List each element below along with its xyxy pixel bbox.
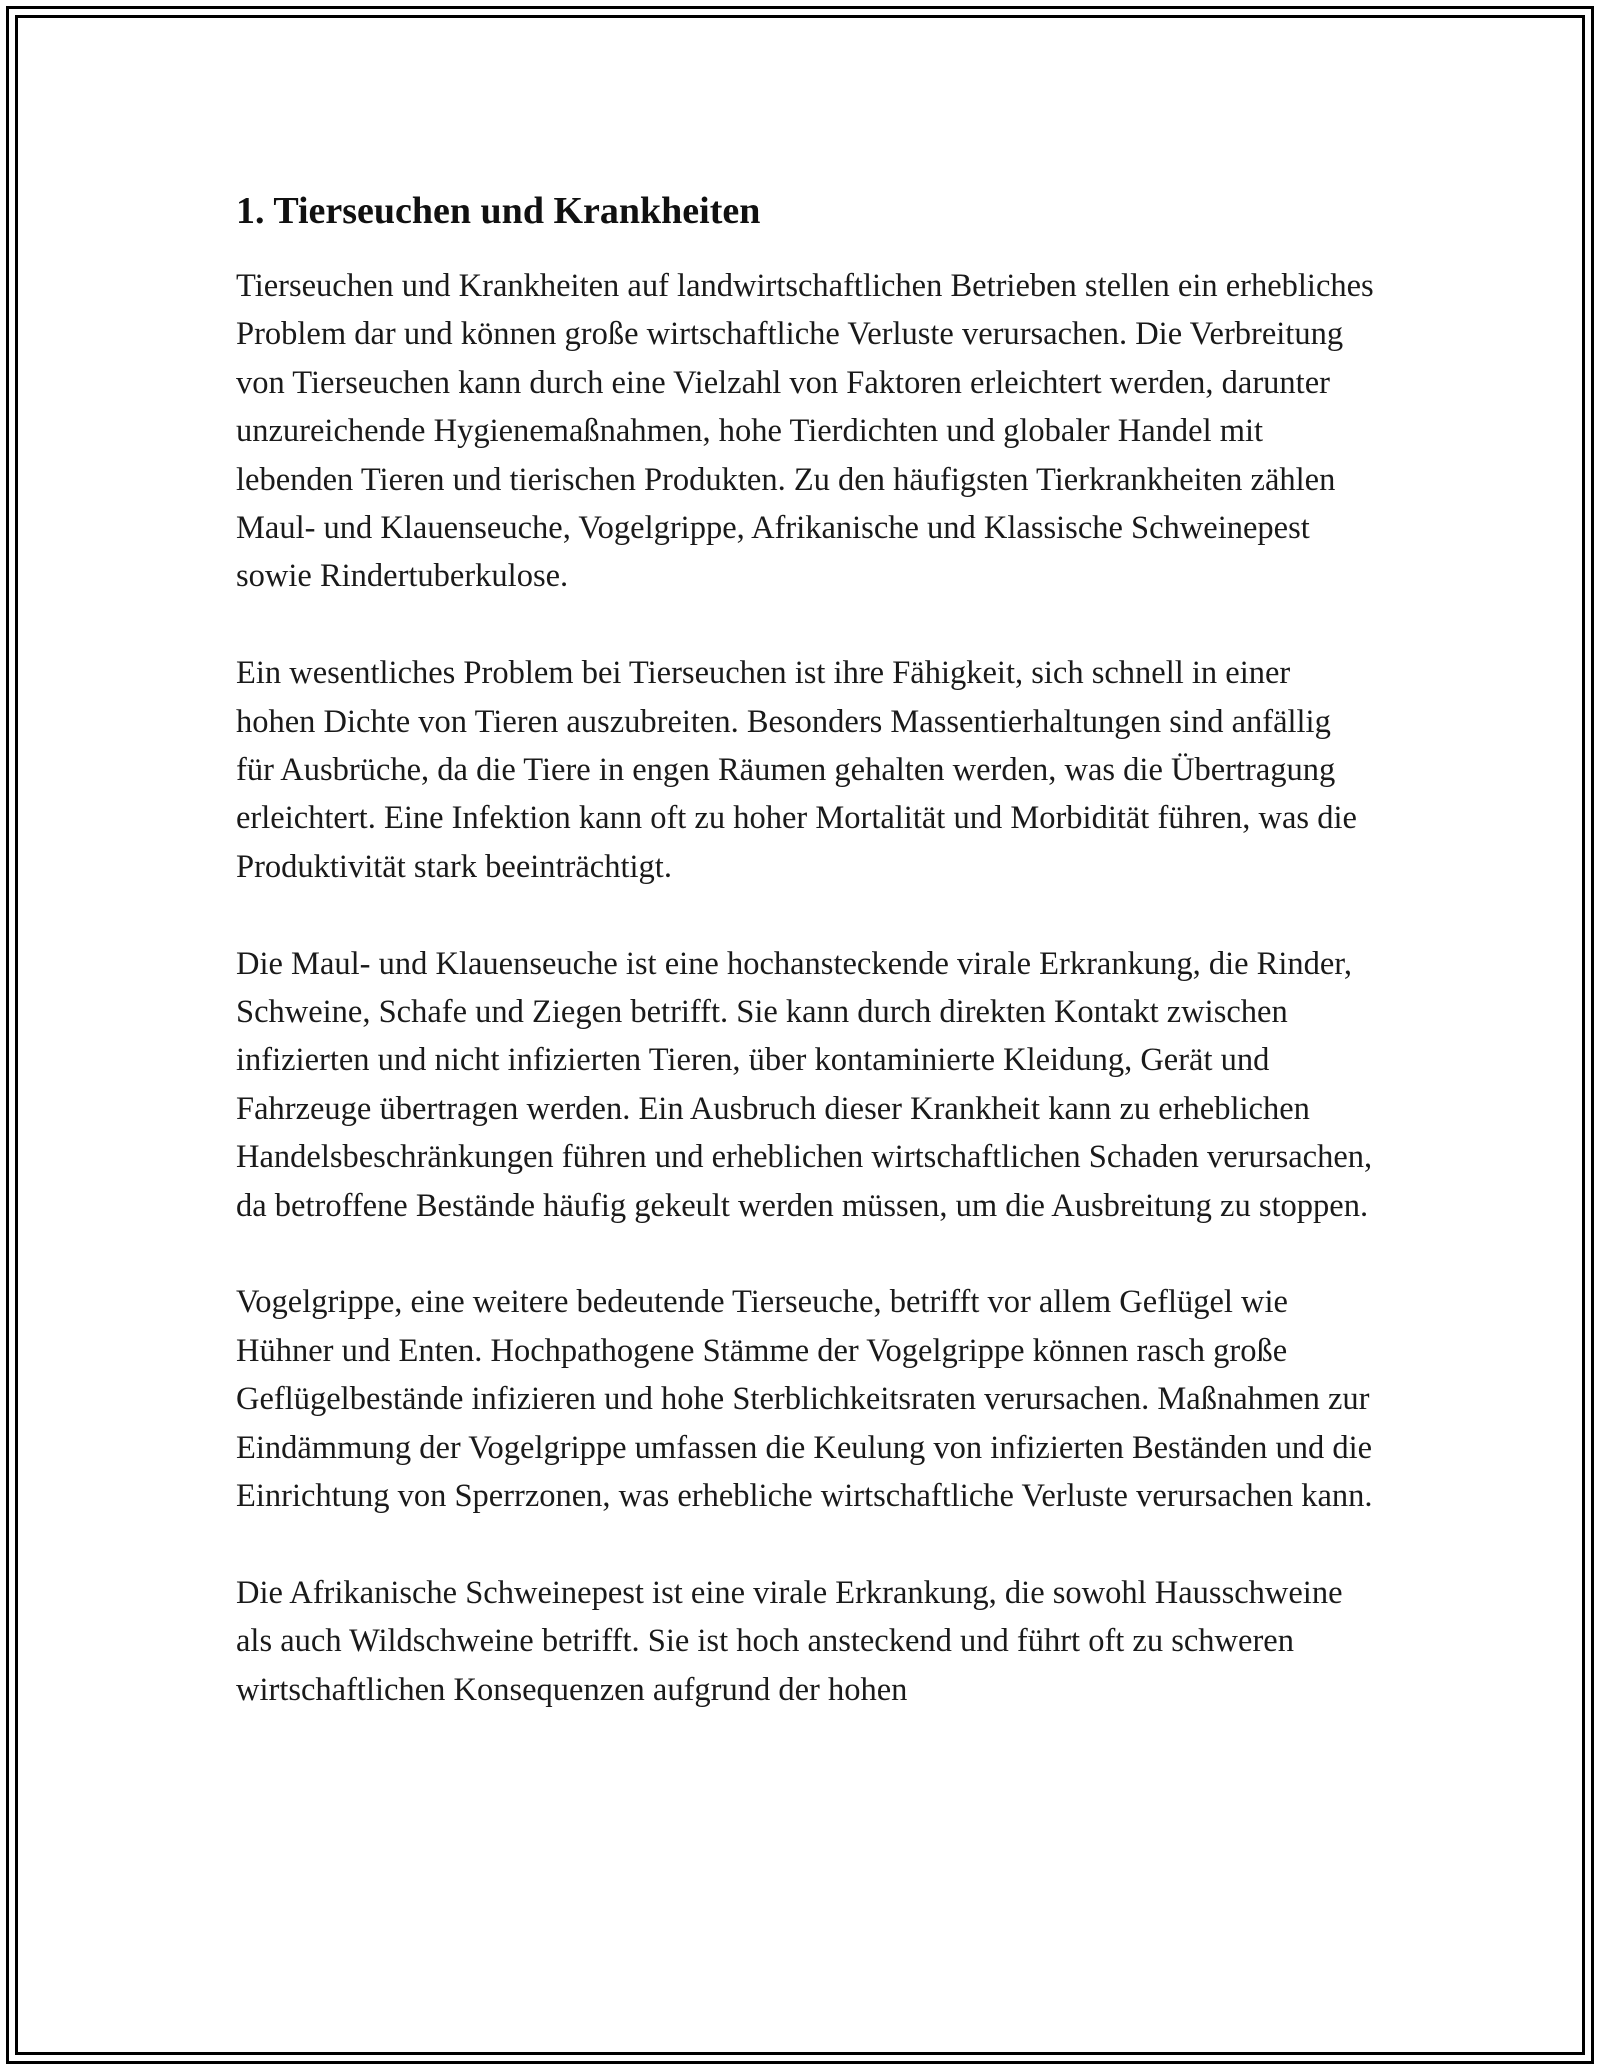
- paragraph-spread: Ein wesentliches Problem bei Tierseuchen ist ihre Fähigkeit, sich schnell in einer hohen Dichte von Tieren auszubreiten. Besonders Massentierhaltungen sind anfällig für Ausbrüche, da die Tiere in engen Räumen gehalten werden, was die Übertragung erleichtert. Eine Infektion kann oft zu hoher Mortalität und Morbidität führen, was die Produktivität stark beeinträchtigt.: [236, 655, 1357, 885]
- paragraph-intro: Tierseuchen und Krankheiten auf landwirtschaftlichen Betrieben stellen ein erhebliches Problem dar und können große wirtschaftliche Verluste verursachen. Die Verbreitung von Tierseuchen kann durch eine Vielzahl von Faktoren erleichtert werden, darunter unzureichende Hygienemaßnahmen, hohe Tierdichten und globaler Handel mit lebenden Tieren und tierischen Produkten. Zu den häufigsten Tierkrankheiten zählen Maul- und Klauenseuche, Vogelgrippe, Afrikanische und Klassische Schweinepest sowie Rindertuberkulose.: [236, 268, 1374, 595]
- paragraph-african-swine-fever: Die Afrikanische Schweinepest ist eine virale Erkrankung, die sowohl Hausschweine als auch Wildschweine betrifft. Sie ist hoch ansteckend und führt oft zu schweren wirtschaftlichen Konsequenzen aufgrund der hohen: [236, 1574, 1343, 1708]
- paragraph-foot-and-mouth: Die Maul- und Klauenseuche ist eine hochansteckende virale Erkrankung, die Rinder, Schweine, Schafe und Ziegen betrifft. Sie kann durch direkten Kontakt zwischen infizierten und nicht infizierten Tieren, über kontaminierte Kleidung, Gerät und Fahrzeuge übertragen werden. Ein Ausbruch dieser Krankheit kann zu erheblichen Handelsbeschränkungen führen und erheblichen wirtschaftlichen Schaden verursachen, da betroffene Bestände häufig gekeult werden müssen, um die Ausbreitung zu stoppen.: [236, 945, 1373, 1224]
- document-body: [236, 186, 1376, 1763]
- section-heading: 1. Tierseuchen und Krankheiten: [236, 190, 761, 232]
- paragraph-avian-flu: Vogelgrippe, eine weitere bedeutende Tierseuche, betrifft vor allem Geflügel wie Hühner und Enten. Hochpathogene Stämme der Vogelgrippe können rasch große Geflügelbestände infizieren und hohe Sterblichkeitsraten verursachen. Maßnahmen zur Eindämmung der Vogelgrippe umfassen die Keulung von infizierten Beständen und die Einrichtung von Sperrzonen, was erhebliche wirtschaftliche Verluste verursachen kann.: [236, 1284, 1373, 1515]
